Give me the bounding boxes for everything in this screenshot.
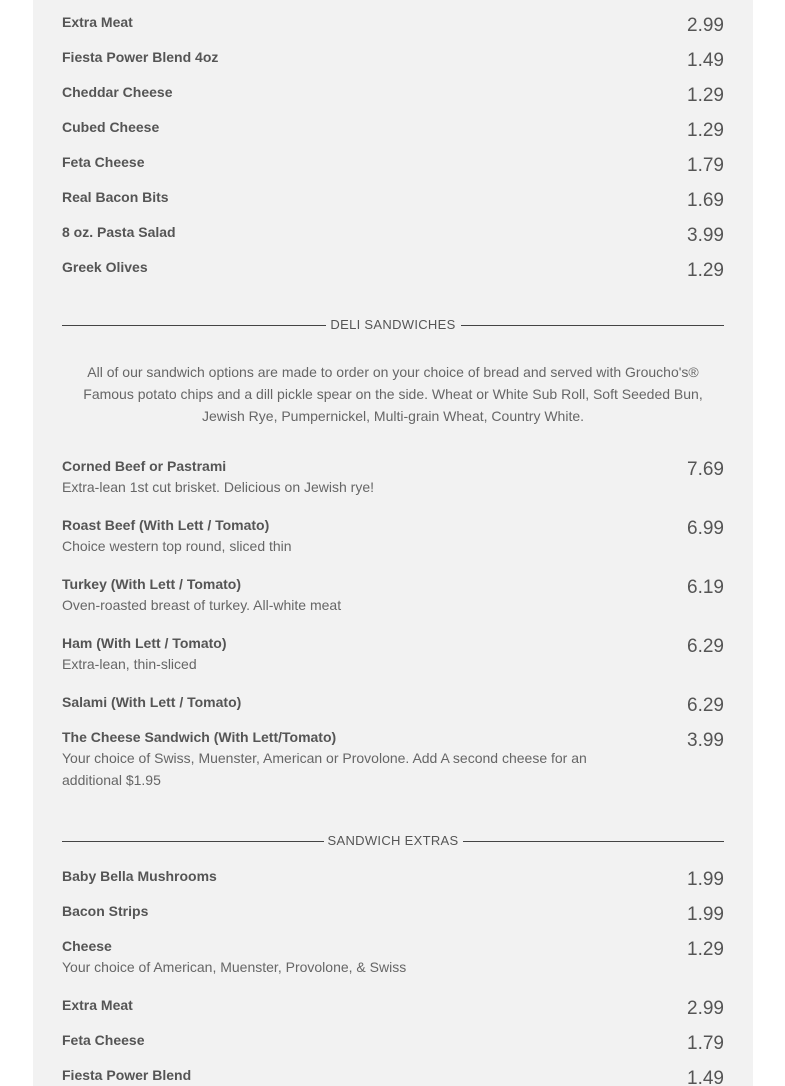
menu-item — [62, 574, 724, 616]
item-description: Oven-roasted breast of turkey. All-white meat — [62, 597, 342, 613]
item-name: Cheese — [62, 938, 112, 954]
item-price: 2.99 — [687, 998, 724, 1019]
menu-item — [62, 866, 724, 890]
item-price: 1.29 — [687, 85, 724, 106]
item-price: 1.29 — [687, 120, 724, 141]
item-name: Corned Beef or Pastrami — [62, 458, 227, 474]
section-intro: All of our sandwich options are made to order on your choice of bread and served with Groucho's® Famous potato chips and a dill pickle spear on the side. Wheat or White Sub Roll, Soft Seeded Bun, Jewish Rye, Pumpernickel, Multi-grain Wheat, Country White. — [83, 364, 703, 424]
item-name: Bacon Strips — [62, 903, 149, 919]
item-name: Cheddar Cheese — [62, 84, 173, 100]
menu-item — [62, 456, 724, 498]
menu-item — [62, 152, 724, 176]
menu-item — [62, 187, 724, 211]
menu-item — [62, 47, 724, 71]
menu-item — [62, 1030, 724, 1054]
item-description: Choice western top round, sliced thin — [62, 538, 292, 554]
item-name: The Cheese Sandwich (With Lett/Tomato) — [62, 729, 337, 745]
item-name: Fiesta Power Blend 4oz — [62, 49, 219, 65]
menu-item — [62, 995, 724, 1019]
menu-item — [62, 82, 724, 106]
menu-item — [62, 257, 724, 281]
menu-item — [62, 117, 724, 141]
item-price: 3.99 — [687, 730, 724, 751]
item-name: Roast Beef (With Lett / Tomato) — [62, 517, 270, 533]
section-divider — [62, 315, 724, 335]
item-price: 1.99 — [687, 904, 724, 925]
item-price: 6.29 — [687, 695, 724, 716]
section-divider — [62, 831, 724, 851]
item-name: Feta Cheese — [62, 154, 145, 170]
section-title: SANDWICH EXTRAS — [327, 833, 459, 848]
item-price: 6.19 — [687, 577, 724, 598]
menu-item — [62, 12, 724, 36]
item-price: 1.29 — [687, 260, 724, 281]
item-price: 1.49 — [687, 50, 724, 71]
item-description: Extra-lean, thin-sliced — [62, 656, 197, 672]
item-name: Extra Meat — [62, 14, 133, 30]
menu-item — [62, 515, 724, 557]
item-name: 8 oz. Pasta Salad — [62, 224, 176, 240]
item-name: Greek Olives — [62, 259, 148, 275]
menu-item — [62, 901, 724, 925]
item-price: 6.29 — [687, 636, 724, 657]
menu-item — [62, 1065, 724, 1085]
item-price: 1.99 — [687, 869, 724, 890]
menu-item — [62, 633, 724, 675]
item-name: Ham (With Lett / Tomato) — [62, 635, 227, 651]
item-description: Extra-lean 1st cut brisket. Delicious on Jewish rye! — [62, 479, 375, 495]
item-name: Extra Meat — [62, 997, 133, 1013]
item-description: Your choice of Swiss, Muenster, American or Provolone. Add A second cheese for an additional $1.95 — [62, 750, 587, 788]
item-name: Real Bacon Bits — [62, 189, 169, 205]
item-name: Baby Bella Mushrooms — [62, 868, 217, 884]
menu-item — [62, 692, 724, 716]
item-name: Feta Cheese — [62, 1032, 145, 1048]
item-price: 1.49 — [687, 1068, 724, 1086]
item-name: Cubed Cheese — [62, 119, 160, 135]
item-name: Fiesta Power Blend — [62, 1067, 192, 1083]
section-title: DELI SANDWICHES — [330, 317, 456, 332]
menu-panel — [33, 0, 753, 1086]
divider-line — [461, 325, 724, 326]
item-price: 6.99 — [687, 518, 724, 539]
item-name: Salami (With Lett / Tomato) — [62, 694, 242, 710]
divider-line — [463, 841, 724, 842]
item-description: Your choice of American, Muenster, Provolone, & Swiss — [62, 959, 407, 975]
item-price: 1.29 — [687, 939, 724, 960]
item-price: 1.79 — [687, 1033, 724, 1054]
item-price: 1.79 — [687, 155, 724, 176]
item-price: 1.69 — [687, 190, 724, 211]
item-name: Turkey (With Lett / Tomato) — [62, 576, 242, 592]
item-price: 2.99 — [687, 15, 724, 36]
item-price: 7.69 — [687, 459, 724, 480]
menu-item — [62, 936, 724, 978]
menu-item — [62, 727, 724, 791]
menu-item — [62, 222, 724, 246]
item-price: 3.99 — [687, 225, 724, 246]
